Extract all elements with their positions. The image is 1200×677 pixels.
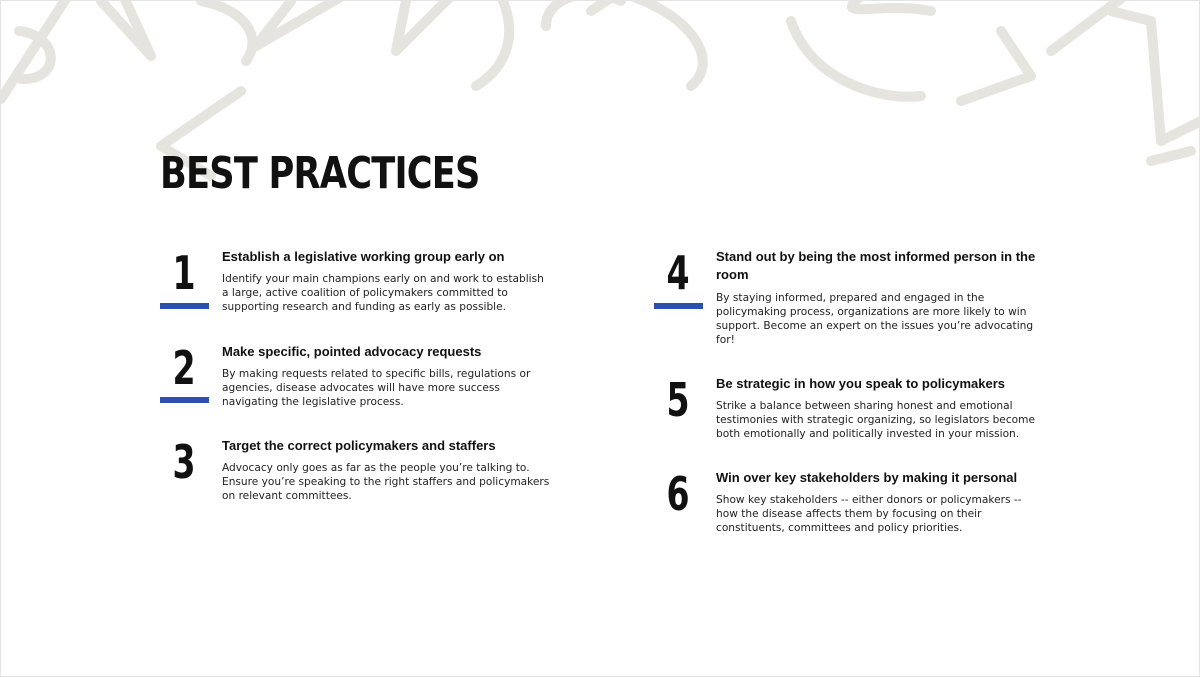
practice-heading: Establish a legislative working group early on xyxy=(222,249,505,264)
accent-bar xyxy=(160,397,209,403)
page-title: BEST PRACTICES xyxy=(160,148,480,199)
practice-number: 6 xyxy=(666,467,690,521)
practice-heading: Make specific, pointed advocacy requests xyxy=(222,344,482,359)
practice-heading: Be strategic in how you speak to policymakers xyxy=(716,376,1005,391)
practice-description: Strike a balance between sharing honest and emotional testimonies with strategic organizing, so legislators become both emotionally and politically invested in your mission. xyxy=(716,400,1035,440)
practice-number: 1 xyxy=(172,246,196,300)
practice-description: Show key stakeholders -- either donors or policymakers -- how the disease affects them by focusing on their constituents, committees and policy priorities. xyxy=(716,494,1022,534)
practice-number: 2 xyxy=(172,341,196,395)
practice-description: By staying informed, prepared and engaged in the policymaking process, organizations are more likely to win support. Become an expert on the issues you’re advocating for! xyxy=(716,292,1034,346)
practice-heading: Win over key stakeholders by making it personal xyxy=(716,470,1018,485)
practice-description: Advocacy only goes as far as the people you’re talking to. Ensure you’re speaking to the right staffers and policymakers on relevant committees. xyxy=(222,462,550,502)
practice-description: Identify your main champions early on and work to establish a large, active coalition of policymakers committed to supporting research and funding as early as possible. xyxy=(222,273,544,313)
accent-bar xyxy=(654,303,703,309)
accent-bar xyxy=(160,303,209,309)
practice-description: By making requests related to specific bills, regulations or agencies, disease advocates will have more success navigating the legislative process. xyxy=(222,368,531,408)
practice-number: 4 xyxy=(666,246,690,300)
practice-number: 5 xyxy=(666,373,690,427)
practice-number: 3 xyxy=(172,435,196,489)
practice-heading: Target the correct policymakers and staffers xyxy=(222,438,496,453)
practice-heading: Stand out by being the most informed person in the room xyxy=(716,249,1036,282)
